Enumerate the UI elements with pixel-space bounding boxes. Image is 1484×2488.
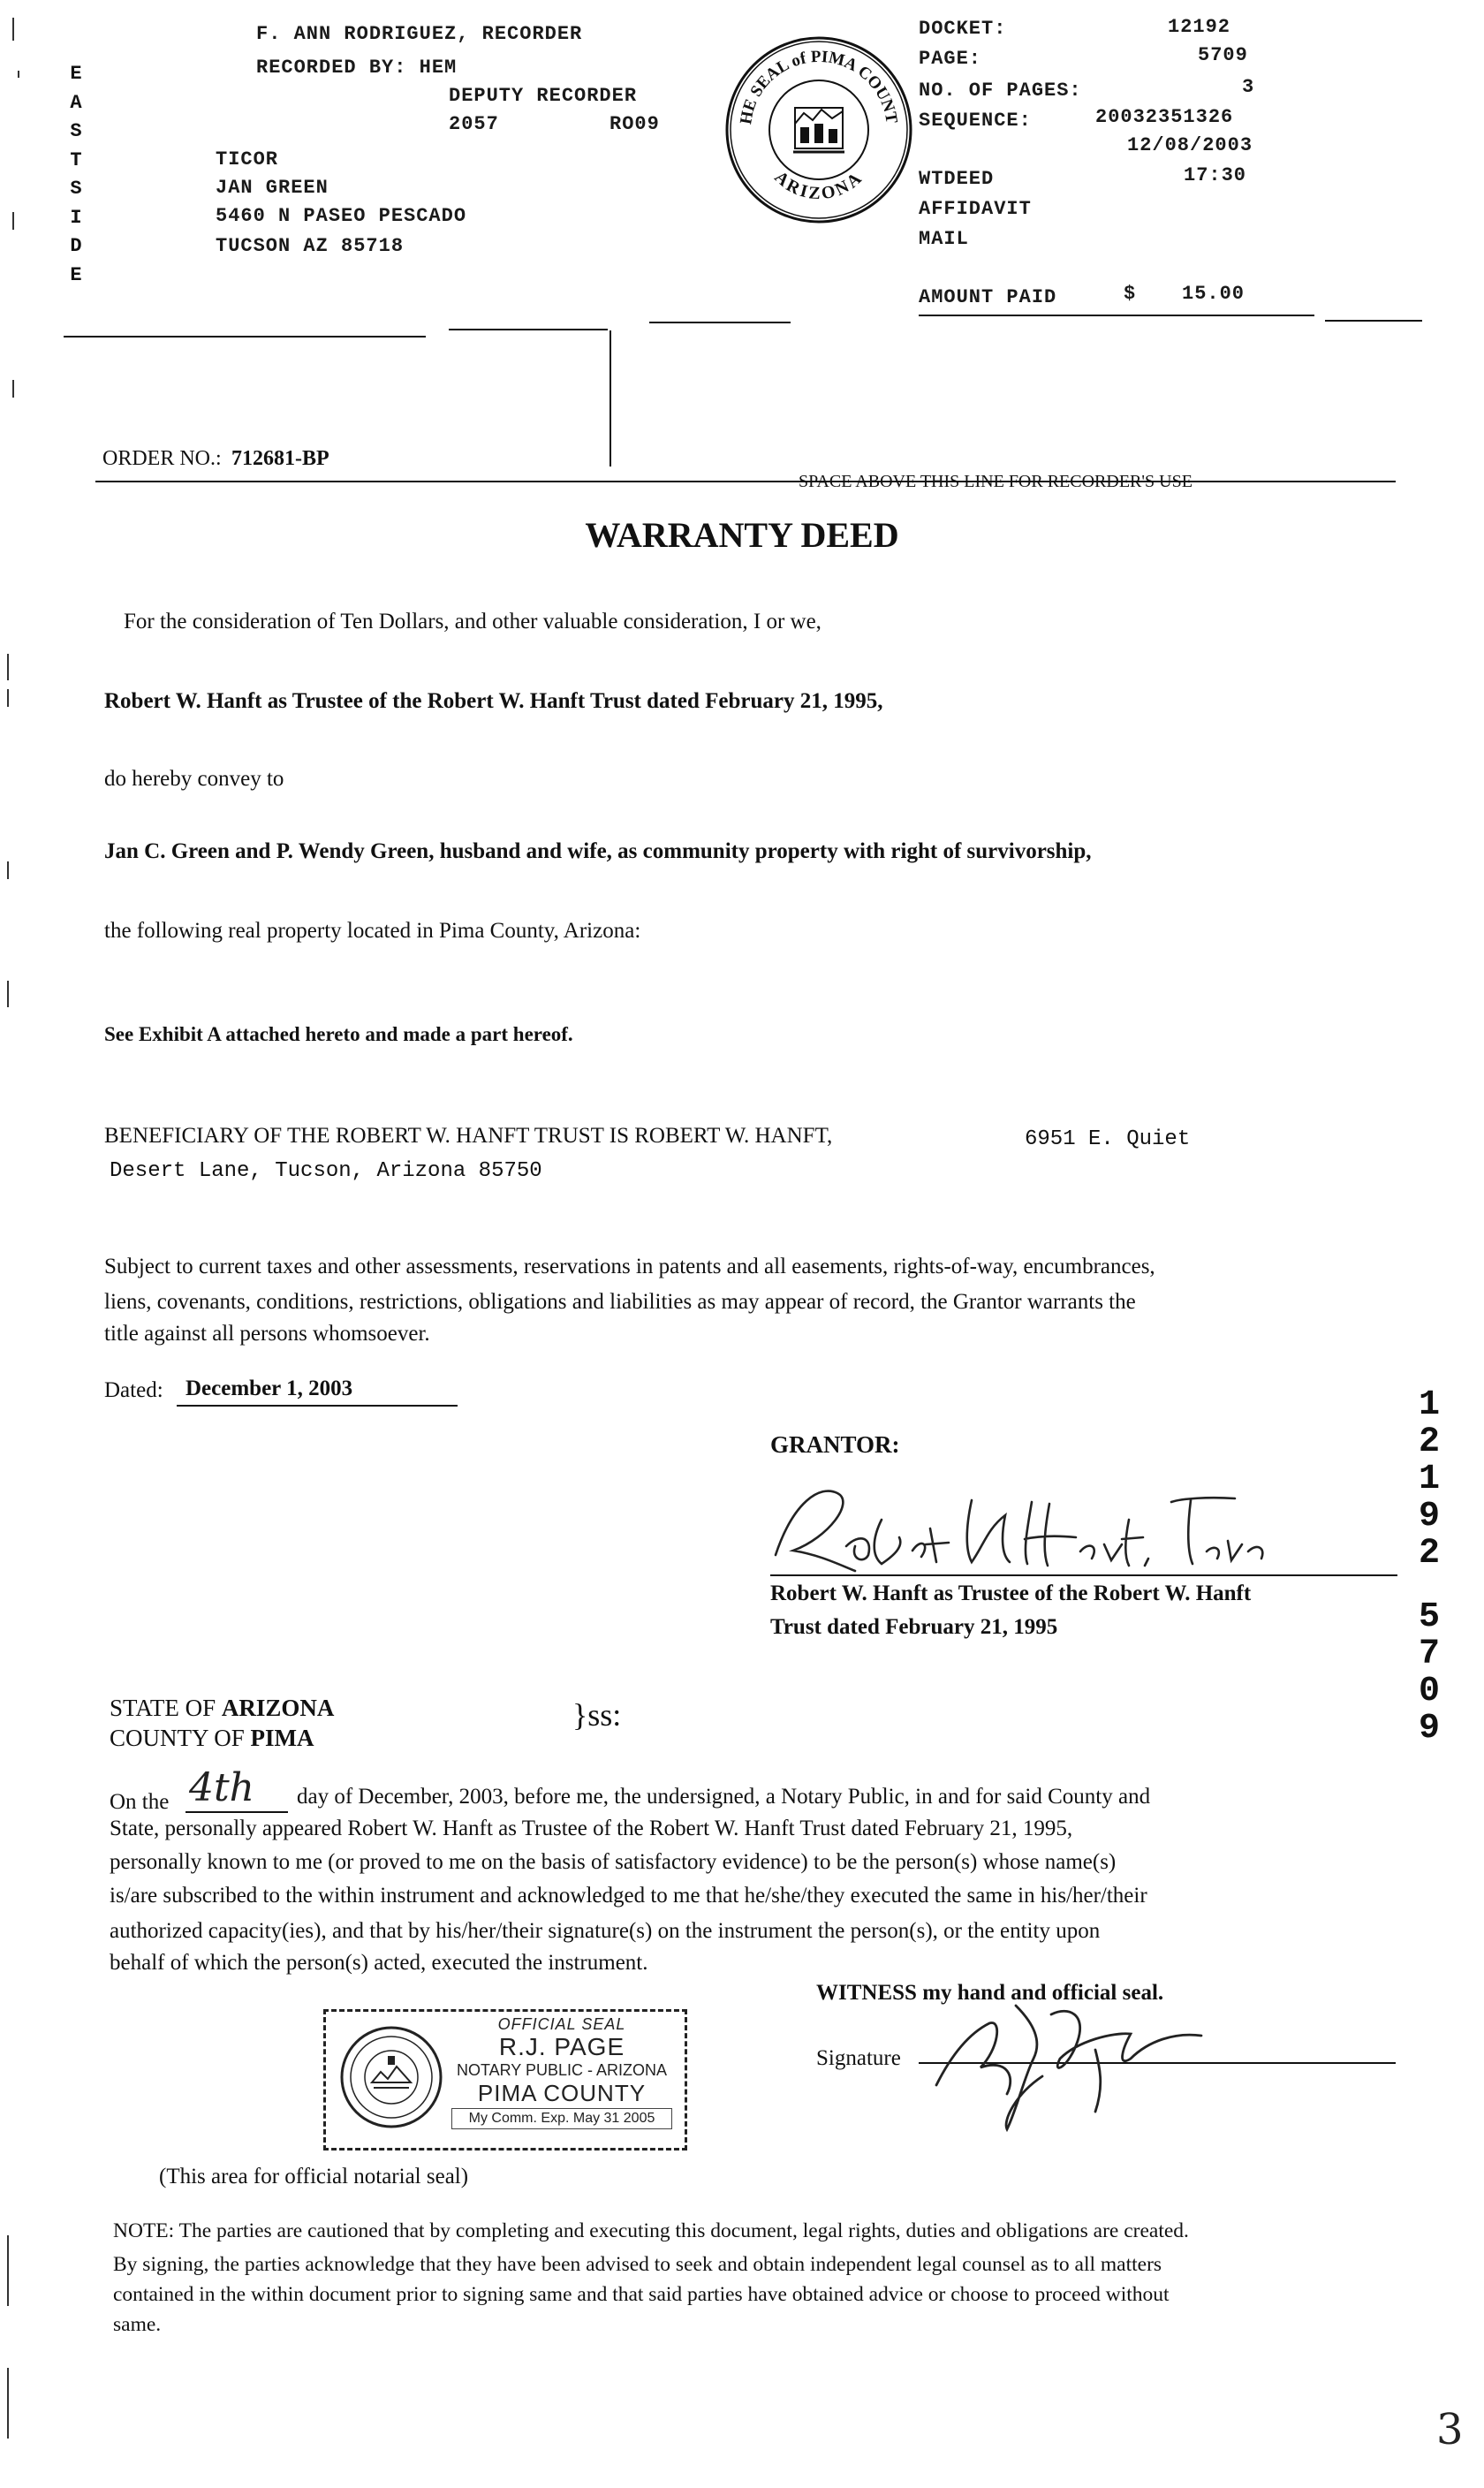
county-line	[110, 1725, 314, 1752]
affidavit-label: AFFIDAVIT	[919, 198, 1032, 220]
header-rule-mid2	[649, 322, 791, 323]
scan-mark	[12, 212, 14, 230]
deputy-recorder: DEPUTY RECORDER	[449, 85, 638, 107]
stamp-line-1: OFFICIAL SEAL	[497, 2015, 626, 2033]
convey-text: do hereby convey to	[104, 767, 284, 791]
recorder-use-rule	[95, 481, 1396, 482]
notary-signature-text	[1219, 1988, 1220, 1989]
east-side-letter: A	[70, 91, 82, 114]
return-city: TUCSON AZ 85718	[216, 235, 405, 257]
header-rule-right2	[1325, 320, 1422, 322]
notary-line-2: State, personally appeared Robert W. Hanft as Trustee of the Robert W. Hanft Trust dated February 21, 1995,	[110, 1817, 1073, 1840]
return-street: 5460 N PASEO PESCADO	[216, 205, 467, 227]
document-type: WTDEED	[919, 168, 995, 190]
county-label: COUNTY OF	[110, 1725, 245, 1751]
notary-line-5: authorized capacity(ies), and that by his/her/their signature(s) on the instrument the person(s), or the entity upon	[110, 1919, 1101, 1943]
side-digit: 7	[1418, 1635, 1440, 1674]
mail-label: MAIL	[919, 228, 969, 250]
side-digit: 1	[1418, 1460, 1440, 1499]
grantor-party: Robert W. Hanft as Trustee of the Robert W. Hanft Trust dated February 21, 1995,	[104, 689, 883, 713]
page-title: WARRANTY DEED	[585, 515, 899, 555]
notary-day-handwritten: 4th	[189, 1765, 255, 1810]
box-divider	[610, 330, 611, 466]
record-date: 12/08/2003	[1127, 134, 1253, 156]
beneficiary-address-2: Desert Lane, Tucson, Arizona 85750	[110, 1159, 542, 1183]
docket-value: 12192	[1168, 16, 1231, 38]
consideration-text: For the consideration of Ten Dollars, and other valuable consideration, I or we,	[124, 610, 822, 633]
east-side-letter: D	[70, 235, 82, 257]
docket-label: DOCKET:	[919, 18, 1007, 40]
county-value: PIMA	[250, 1725, 314, 1751]
grantor-signature-line	[770, 1574, 1397, 1576]
note-line-1: NOTE: The parties are cautioned that by completing and executing this document, legal rights, duties and obligations are created.	[113, 2219, 1189, 2242]
subject-line-3: title against all persons whomsoever.	[104, 1322, 430, 1346]
order-number: 712681-BP	[231, 447, 329, 470]
return-name: JAN GREEN	[216, 177, 329, 199]
witness-text: WITNESS my hand and official seal.	[816, 1981, 1164, 2005]
pages-value: 3	[1242, 76, 1255, 98]
grantor-signature-text	[1270, 1467, 1271, 1468]
header-rule-right	[919, 315, 1314, 316]
state-label: STATE OF	[110, 1695, 216, 1721]
scan-mark	[7, 2235, 9, 2306]
scan-mark	[12, 380, 14, 398]
beneficiary-text: BENEFICIARY OF THE ROBERT W. HANFT TRUST IS ROBERT W. HANFT,	[104, 1124, 833, 1148]
return-company: TICOR	[216, 148, 279, 171]
subject-line-2: liens, covenants, conditions, restrictions, obligations and liabilities as may appear of record, the Grantor warrants the	[104, 1290, 1136, 1314]
scan-mark	[7, 861, 9, 879]
state-value: ARIZONA	[221, 1695, 335, 1721]
seal-top-text: THE SEAL of PIMA COUNTY	[718, 21, 901, 126]
grantor-label: GRANTOR:	[770, 1431, 900, 1458]
grantor-signature	[740, 1467, 1270, 1590]
scan-mark	[7, 2368, 9, 2439]
stamp-line-2: R.J. PAGE	[498, 2033, 625, 2060]
recorder-code-a: 2057	[449, 113, 499, 135]
notary-line-3: personally known to me (or proved to me on the basis of satisfactory evidence) to be the person(s) whose name(s)	[110, 1850, 1117, 1874]
order-label: ORDER NO.:	[102, 447, 222, 470]
property-location-text: the following real property located in Pima County, Arizona:	[104, 919, 641, 943]
side-digit: 9	[1418, 1497, 1440, 1536]
sequence-value: 20032351326	[1095, 106, 1234, 128]
scan-mark	[18, 71, 19, 78]
on-the-label: On the	[110, 1790, 170, 1814]
side-docket-number	[1412, 1387, 1447, 1748]
stamp-line-3: NOTARY PUBLIC - ARIZONA	[456, 2061, 668, 2079]
dated-label: Dated:	[104, 1378, 163, 1402]
scan-mark	[7, 689, 9, 707]
header-rule-mid	[449, 329, 608, 330]
east-side-letter: I	[70, 206, 82, 229]
page-value: 5709	[1198, 44, 1248, 66]
stamp-line-5: My Comm. Exp. May 31 2005	[451, 2108, 672, 2129]
sequence-label: SEQUENCE:	[919, 110, 1032, 132]
recorder-space-note: SPACE ABOVE THIS LINE FOR RECORDER'S USE	[799, 472, 1192, 491]
record-time: 17:30	[1184, 164, 1247, 186]
seal-emblem-icon	[793, 108, 844, 152]
signature-label: Signature	[816, 2046, 901, 2070]
seal-bottom-text: ARIZONA	[770, 167, 867, 204]
grantor-name-line-1: Robert W. Hanft as Trustee of the Robert W. Hanft	[770, 1582, 1252, 1605]
notary-stamp	[323, 2009, 687, 2150]
subject-line-1: Subject to current taxes and other assessments, reservations in patents and all easements, rights-of-way, encumbrances,	[104, 1255, 1155, 1278]
east-side-vertical-label	[65, 60, 87, 290]
amount-currency: $	[1124, 283, 1137, 305]
recorder-name: F. ANN RODRIGUEZ, RECORDER	[256, 23, 583, 45]
notary-line-1: day of December, 2003, before me, the undersigned, a Notary Public, in and for said County and	[297, 1785, 1151, 1809]
side-digit: 9	[1418, 1709, 1440, 1748]
notary-line-6: behalf of which the person(s) acted, executed the instrument.	[110, 1951, 648, 1975]
side-digit: 2	[1418, 1422, 1440, 1462]
svg-text:ARIZONA	[770, 167, 867, 203]
note-line-3: contained in the within document prior to signing same and that said parties have obtained advice or choose to proceed without	[113, 2283, 1170, 2306]
east-side-letter: S	[70, 178, 82, 200]
state-line	[110, 1695, 334, 1722]
scan-mark	[7, 654, 9, 680]
stamp-line-4: PIMA COUNTY	[477, 2080, 647, 2106]
notarial-seal-note: (This area for official notarial seal)	[159, 2165, 469, 2188]
scan-mark	[7, 981, 9, 1007]
notary-signature	[919, 1988, 1219, 2138]
pima-county-seal	[718, 21, 913, 224]
page-label: PAGE:	[919, 48, 982, 70]
note-line-2: By signing, the parties acknowledge that they have been advised to seek and obtain independent legal counsel as to all matters	[113, 2253, 1162, 2276]
scan-mark	[12, 18, 14, 41]
east-side-letter: E	[70, 63, 82, 85]
dated-underline	[177, 1405, 458, 1407]
amount-paid-label: AMOUNT PAID	[919, 286, 1057, 308]
notary-line-4: is/are subscribed to the within instrument and acknowledged to me that he/she/they executed the same in his/her/their	[110, 1884, 1147, 1908]
exhibit-reference: See Exhibit A attached hereto and made a part hereof.	[104, 1023, 573, 1045]
dated-value: December 1, 2003	[186, 1377, 353, 1400]
arizona-seal-icon	[338, 2024, 444, 2130]
beneficiary-address-1: 6951 E. Quiet	[1025, 1127, 1191, 1151]
east-side-letter: T	[70, 148, 82, 171]
recorded-by: RECORDED BY: HEM	[256, 57, 458, 79]
pages-label: NO. OF PAGES:	[919, 80, 1082, 102]
side-digit: 1	[1418, 1385, 1440, 1425]
grantee-party: Jan C. Green and P. Wendy Green, husband and wife, as community property with right of survivorship,	[104, 839, 1092, 863]
east-side-letter: E	[70, 263, 82, 286]
ss-bracket: }ss:	[572, 1697, 622, 1733]
grantor-name-line-2: Trust dated February 21, 1995	[770, 1615, 1058, 1639]
header-rule-left	[64, 336, 426, 338]
note-line-4: same.	[113, 2313, 162, 2336]
side-digit: 5	[1418, 1597, 1440, 1637]
page-marker: 3	[1436, 2405, 1464, 2454]
east-side-letter: S	[70, 120, 82, 142]
recorder-code-b: RO09	[610, 113, 660, 135]
side-digit: 2	[1418, 1534, 1440, 1574]
side-digit: 0	[1418, 1672, 1440, 1711]
amount-paid-value: 15.00	[1182, 283, 1246, 305]
day-underline	[186, 1811, 288, 1813]
